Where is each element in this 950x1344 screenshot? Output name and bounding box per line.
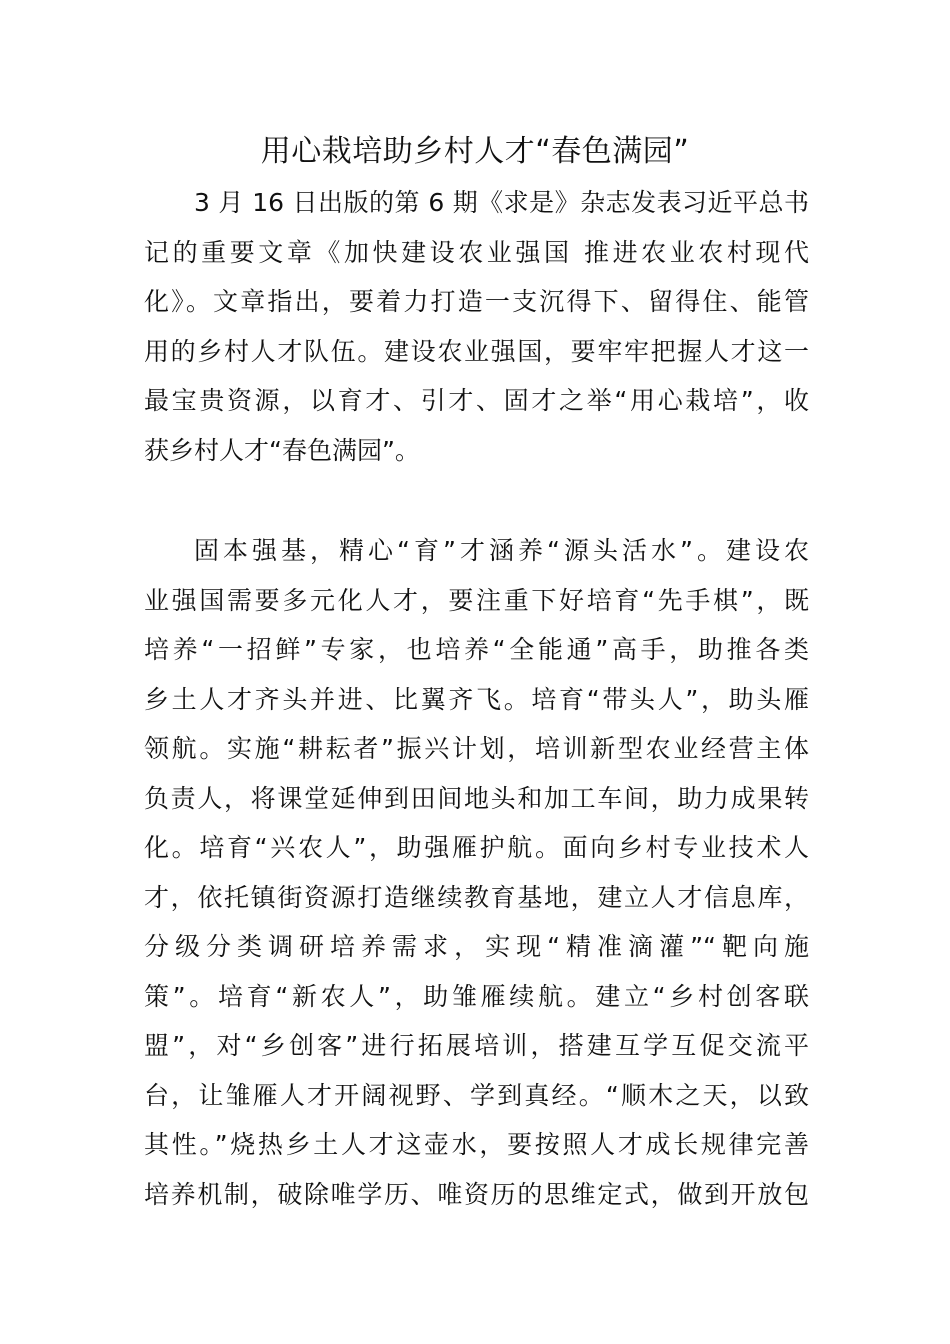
paragraph-line: 其性。”烧热乡土人才这壶水，要按照人才成长规律完善 (144, 1130, 809, 1159)
paragraph-line: 用的乡村人才队伍。建设农业强国，要牢牢把握人才这一 (144, 336, 809, 366)
paragraph-line: 3 月 16 日出版的第 6 期《求是》杂志发表习近平总书 (194, 188, 809, 217)
paragraph-line: 获乡村人才“春色满园”。 (144, 435, 420, 465)
paragraph-line: 领航。实施“耕耘者”振兴计划，培训新型农业经营主体 (144, 734, 809, 763)
paragraph-1 (144, 178, 809, 475)
document-title: 用心栽培助乡村人才“春色满园” (260, 134, 690, 169)
paragraph-line: 台，让雏雁人才开阔视野、学到真经。“顺木之天，以致 (144, 1080, 809, 1110)
paragraph-line: 负责人，将课堂延伸到田间地头和加工车间，助力成果转 (144, 783, 809, 813)
paragraph-line: 记的重要文章《加快建设农业强国 推进农业农村现代 (144, 237, 809, 267)
paragraph-line: 化》。文章指出，要着力打造一支沉得下、留得住、能管 (144, 287, 809, 316)
paragraph-line: 乡土人才齐头并进、比翼齐飞。培育“带头人”，助头雁 (144, 684, 809, 714)
paragraph-line: 培养“一招鲜”专家，也培养“全能通”高手，助推各类 (144, 635, 809, 664)
paragraph-line: 最宝贵资源，以育才、引才、固才之举“用心栽培”，收 (144, 386, 809, 415)
paragraph-line: 化。培育“兴农人”，助强雁护航。面向乡村专业技术人 (144, 833, 809, 862)
paragraph-line: 盟”，对“乡创客”进行拓展培训，搭建互学互促交流平 (144, 1031, 809, 1060)
paragraph-line: 才，依托镇街资源打造继续教育基地，建立人才信息库， (144, 882, 809, 912)
paragraph-line: 业强国需要多元化人才，要注重下好培育“先手棋”，既 (144, 585, 809, 615)
paragraph-2 (144, 526, 809, 1219)
paragraph-line: 分级分类调研培养需求，实现“精准滴灌”“靶向施 (144, 932, 809, 961)
paragraph-line: 策”。培育“新农人”，助雏雁续航。建立“乡村创客联 (144, 981, 809, 1011)
paragraph-line: 培养机制，破除唯学历、唯资历的思维定式，做到开放包 (144, 1179, 809, 1209)
paragraph-line: 固本强基，精心“育”才涵养“源头活水”。建设农 (194, 536, 809, 565)
